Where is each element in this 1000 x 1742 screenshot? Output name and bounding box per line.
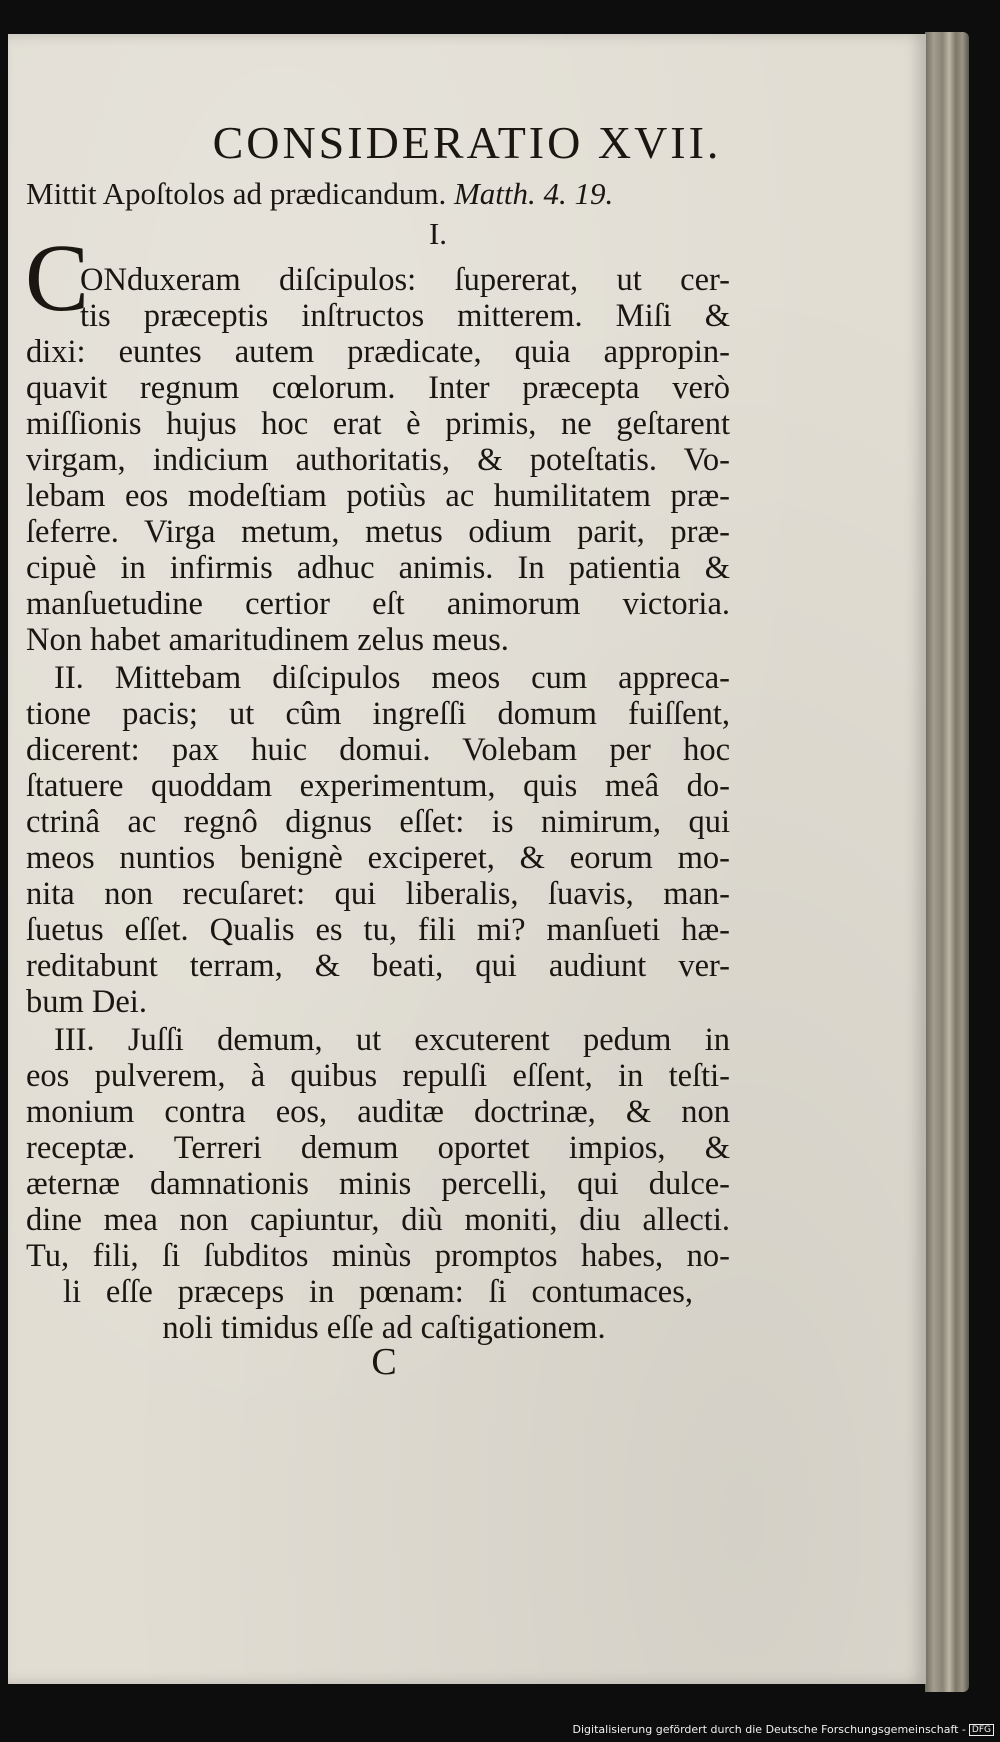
text-line: eos pulverem, à quibus repulſi eſſent, in teſti- <box>26 1058 730 1094</box>
text-line: meos nuntios benignè exciperet, & eorum mo- <box>26 840 730 876</box>
text-line: ſuetus eſſet. Qualis es tu, fili mi? manſueti hæ- <box>26 912 730 948</box>
credit-text: Digitalisierung gefördert durch die Deutsche Forschungsgemeinschaft - <box>572 1723 966 1736</box>
text-line: miſſionis hujus hoc erat è primis, ne geſtarent <box>26 406 730 442</box>
text-line: ſtatuere quoddam experimentum, quis meâ do- <box>26 768 730 804</box>
digitization-credit <box>573 1723 994 1736</box>
bible-reference: Matth. 4. 19. <box>453 176 614 211</box>
text-line: Non habet amaritudinem zelus meus. <box>26 622 509 658</box>
text-line: receptæ. Terreri demum oportet impios, & <box>26 1130 730 1166</box>
text-line: dixi: euntes autem prædicate, quia appropin- <box>26 334 730 370</box>
text-line: Tu, fili, ſi ſubditos minùs promptos habes, no- <box>26 1238 730 1274</box>
text-line: ctrinâ ac regnô dignus eſſet: is nimirum, qui <box>26 804 730 840</box>
text-line: tis præceptis inſtructos mitterem. Miſi & <box>80 298 730 334</box>
subtitle-text: Mittit Apoſtolos ad prædicandum. <box>26 176 447 211</box>
book-page <box>8 34 926 1684</box>
dfg-logo: DFG <box>969 1724 994 1736</box>
text-line: nita non recuſaret: qui liberalis, ſuavis, man- <box>26 876 730 912</box>
text-line: monium contra eos, auditæ doctrinæ, & non <box>26 1094 730 1130</box>
page-edges <box>925 32 969 1692</box>
section-numeral: I. <box>428 216 448 251</box>
page-subtitle <box>26 176 826 212</box>
text-line: dicerent: pax huic domui. Volebam per hoc <box>26 732 730 768</box>
text-line: II. Mittebam diſcipulos meos cum appreca- <box>54 660 730 696</box>
text-line: manſuetudine certior eſt animorum victoria. <box>26 586 730 622</box>
text-line: li eſſe præceps in pœnam: ſi contumaces, <box>63 1274 693 1310</box>
text-line: virgam, indicium authoritatis, & poteſtatis. Vo- <box>26 442 730 478</box>
text-line: cipuè in infirmis adhuc animis. In patientia & <box>26 550 730 586</box>
text-line: quavit regnum cœlorum. Inter præcepta verò <box>26 370 730 406</box>
text-line: III. Juſſi demum, ut excuterent pedum in <box>54 1022 730 1058</box>
text-line: reditabunt terram, & beati, qui audiunt ver- <box>26 948 730 984</box>
text-line: bum Dei. <box>26 984 147 1020</box>
catchword: C <box>371 1341 397 1383</box>
text-line: æternæ damnationis minis percelli, qui dulce- <box>26 1166 730 1202</box>
text-line: dine mea non capiuntur, diù moniti, diu allecti. <box>26 1202 730 1238</box>
drop-cap: C <box>25 224 90 331</box>
text-line: tione pacis; ut cûm ingreſſi domum fuiſſent, <box>26 696 730 732</box>
text-line: lebam eos modeſtiam potiùs ac humilitatem præ- <box>26 478 730 514</box>
text-line: ONduxeram diſcipulos: ſupererat, ut cer- <box>80 262 730 298</box>
text-line: noli timidus eſſe ad caſtigationem. <box>162 1310 606 1346</box>
page-title: CONSIDERATIO XVII. <box>212 117 722 168</box>
text-line: ſeferre. Virga metum, metus odium parit, præ- <box>26 514 730 550</box>
